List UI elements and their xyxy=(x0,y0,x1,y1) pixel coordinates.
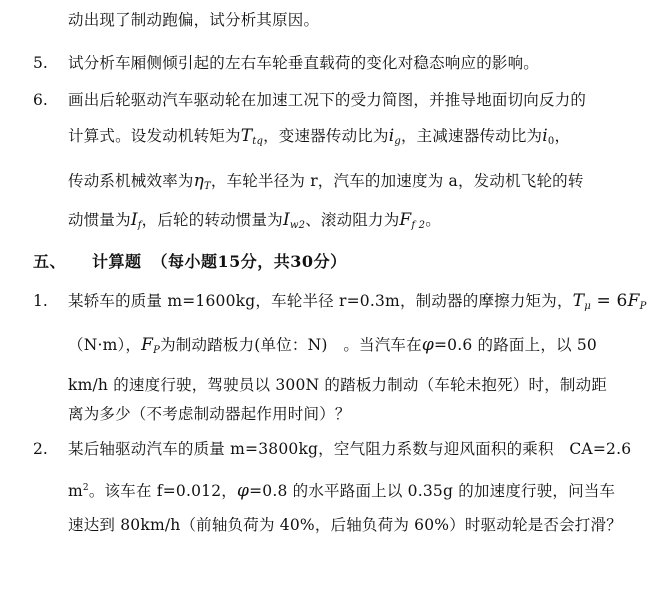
c2-l2-text-c: =0.8 的水平路面上以 0.35g 的加速度行驶，问当车 xyxy=(249,482,616,500)
symbol-If: $I_f$ xyxy=(130,210,142,231)
section-note: （每小题15分，共30分） xyxy=(151,252,347,271)
symbol-F-p: $F_P$ xyxy=(141,335,161,356)
q4-tail-text: 动出现了制动跑偏，试分析其原因。 xyxy=(68,11,320,29)
q6-l2-text-c: ，主减速器传动比为 xyxy=(400,127,543,145)
symbol-phi: φ xyxy=(421,335,434,355)
section-heading xyxy=(33,252,347,272)
q6-l4-text-b: ，后轮的转动惯量为 xyxy=(141,211,283,229)
q6-l2-text-a: 计算式。设发动机转矩为 xyxy=(68,127,241,145)
symbol-eta-T: $\eta_T$ xyxy=(193,171,211,192)
q6-line-2: 计算式。设发动机转矩为$T_{tq}$，变速器传动比为$i_g$，主减速器传动比为$i_0$， xyxy=(68,126,571,147)
c1-line-2 xyxy=(68,335,597,361)
c1-l2-text-c: =0.6 的路面上，以 50 xyxy=(433,336,597,354)
c2-l2-text-b: 。该车在 f=0.012， xyxy=(88,482,237,500)
symbol-Iw2: $I_{w2}$ xyxy=(282,210,306,231)
c2-line-2: $m^2$。该车在 f=0.012，φ=0.8 的水平路面上以 0.35g 的加速度行驶，问当车 xyxy=(68,481,616,501)
symbol-Ff2: $F_{f 2}$ xyxy=(399,210,426,231)
q6-l4-text-a: 动惯量为 xyxy=(68,211,131,229)
c2-number: 2. xyxy=(33,440,48,458)
q6-l3-text-b: ，车轮半径为 r，汽车的加速度为 a，发动机飞轮的转 xyxy=(210,172,584,190)
q6-line-3 xyxy=(68,171,584,197)
q6-l2-text-b: ，变速器传动比为 xyxy=(263,127,389,145)
q6-line-1: 画出后轮驱动汽车驱动轮在加速工况下的受力简图，并推导地面切向反力的 xyxy=(68,91,587,109)
symbol-Ttq: $T_{tq}$ xyxy=(240,126,264,147)
section-label: 五、 xyxy=(33,252,67,271)
q6-l4-text-c: 、滚动阻力为 xyxy=(305,211,400,229)
q6-number: 6. xyxy=(33,91,48,109)
section-title: 计算题 xyxy=(92,252,142,271)
c1-l2-text-a: （N·m）， xyxy=(68,336,142,354)
symbol-ig: $i_g$ xyxy=(388,126,401,147)
q5-text: 试分析车厢侧倾引起的左右车轮垂直载荷的变化对稳态响应的影响。 xyxy=(68,54,540,72)
symbol-i0: $i_0$ xyxy=(542,126,555,147)
q5-number: 5. xyxy=(33,54,48,72)
c1-number: 1. xyxy=(33,292,48,310)
formula-F-p: $F_P$ xyxy=(627,291,647,312)
c2-line-1: 某后轴驱动汽车的质量 m=3800kg，空气阻力系数与迎风面积的乘积 CA=2.6 xyxy=(68,440,632,458)
symbol-phi-2: φ xyxy=(236,481,250,501)
formula-T-mu: $T_\mu$ xyxy=(572,291,591,312)
c1-line-3: km/h 的速度行驶，驾驶员以 300N 的踏板力制动（车轮未抱死）时，制动距 xyxy=(68,376,608,394)
q6-line-4: 动惯量为$I_f$，后轮的转动惯量为$I_{w2}$、滚动阻力为$F_{f 2}$。 xyxy=(68,210,441,231)
c1-l1-text: 某轿车的质量 m=1600kg，车轮半径 r=0.3m，制动器的摩擦力矩为， xyxy=(68,292,573,310)
c1-line-1: 某轿车的质量 m=1600kg，车轮半径 r=0.3m，制动器的摩擦力矩为，$T_\mu = 6F_P$ xyxy=(68,291,647,312)
c1-l2-text-b: 为制动踏板力(单位：N) 。当汽车在 xyxy=(160,336,422,354)
q6-l3-text-a: 传动系机械效率为 xyxy=(68,172,194,190)
c2-line-3: 速达到 80km/h（前轴负荷为 40%，后轴负荷为 60%）时驱动轮是否会打滑？ xyxy=(68,516,622,534)
c1-line-4: 离为多少（不考虑制动器起作用时间）？ xyxy=(68,405,351,423)
